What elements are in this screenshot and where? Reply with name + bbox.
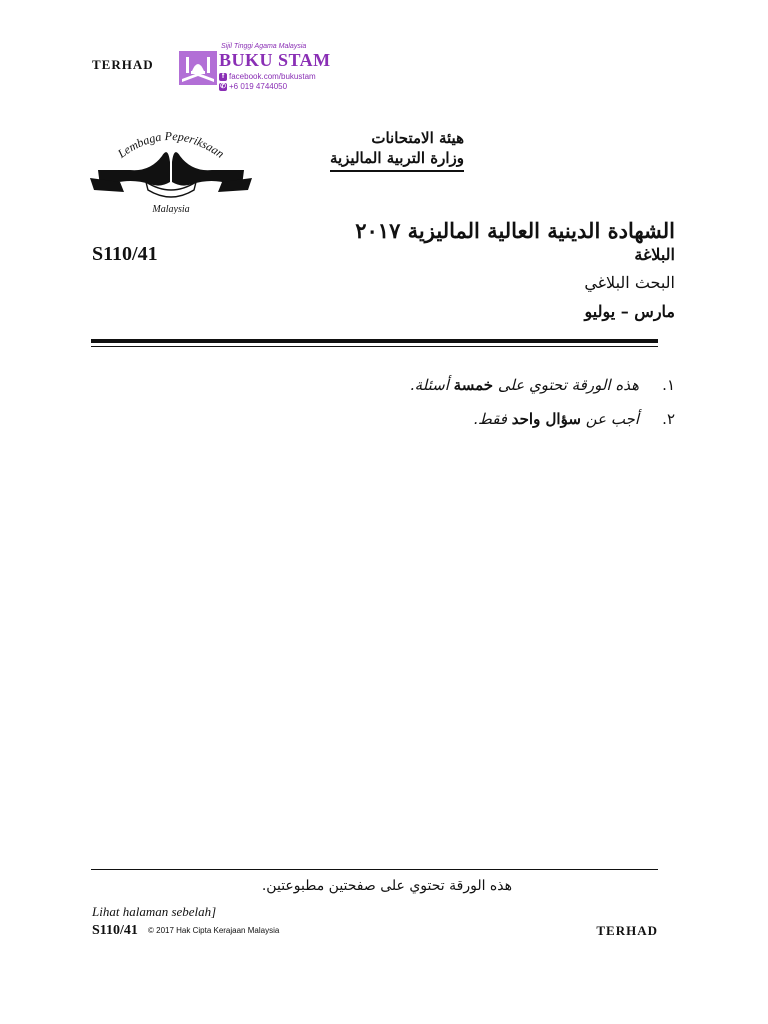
footer-paper-code: S110/41 <box>92 923 138 938</box>
instruction-emphasis: سؤال واحد <box>511 410 581 428</box>
instruction-text: أجب عن <box>580 410 639 428</box>
instruction-emphasis: خمسة <box>453 376 494 394</box>
whatsapp-icon: ✆ <box>220 82 226 90</box>
lembaga-peperiksaan-logo <box>90 122 252 214</box>
promo-phone: +6 019 4744050 <box>229 82 288 91</box>
page-count-note: هذه الورقة تحتوي على صفحتين مطبوعتين. <box>261 878 512 894</box>
instruction-number: ٢. <box>662 410 675 428</box>
exam-title: الشهادة الدينية العالية الماليزية ٢٠١٧ <box>355 218 675 243</box>
instruction-text: فقط. <box>473 410 512 428</box>
institution-line1: هيئة الامتحانات <box>371 129 464 147</box>
paper-name: البحث البلاغي <box>584 273 675 292</box>
promo-tagline: Sijil Tinggi Agama Malaysia <box>221 43 307 50</box>
classification-label-bottom: TERHAD <box>596 923 658 938</box>
svg-text:Lembaga Peperiksaan: Lembaga Peperiksaan <box>114 128 227 161</box>
facebook-icon: f <box>219 73 227 81</box>
instruction-item <box>473 410 675 428</box>
promo-brand: BUKU STAM <box>219 50 331 70</box>
promo-banner <box>178 43 331 95</box>
instruction-text: أسئلة. <box>409 376 454 394</box>
header-divider-thick <box>91 339 658 343</box>
classification-label-top: TERHAD <box>92 57 154 72</box>
paper-code: S110/41 <box>92 243 158 265</box>
footer-divider <box>91 869 658 870</box>
instruction-text: هذه الورقة تحتوي على <box>493 376 639 394</box>
instruction-number: ١. <box>662 376 675 394</box>
promo-facebook: facebook.com/bukustam <box>229 72 316 81</box>
copyright-notice: © 2017 Hak Cipta Kerajaan Malaysia <box>148 926 280 935</box>
institution-line2: وزارة التربية الماليزية <box>330 148 464 172</box>
subject-name: البلاغة <box>634 245 675 264</box>
institution-name <box>330 128 464 172</box>
svg-text:Malaysia: Malaysia <box>152 204 190 214</box>
next-page-label: Lihat halaman sebelah] <box>92 904 217 919</box>
header-divider-thin <box>91 346 658 347</box>
promo-book-icon <box>178 49 218 87</box>
exam-session: مارس – يوليو <box>584 302 675 321</box>
instruction-item <box>410 376 675 394</box>
